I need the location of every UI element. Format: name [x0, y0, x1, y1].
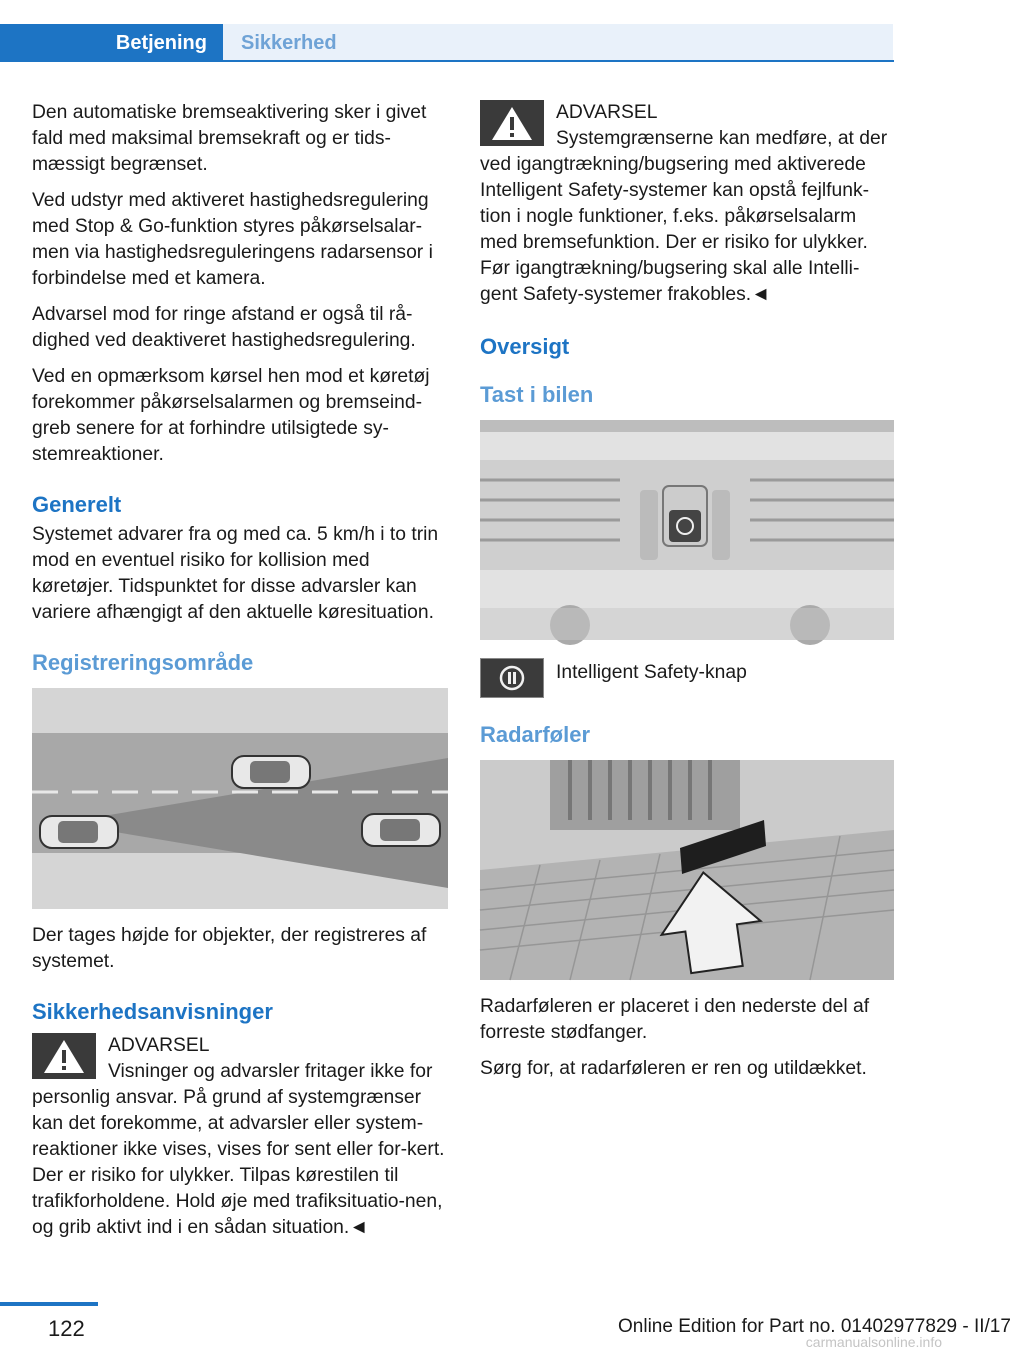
car-top-icon	[40, 816, 118, 848]
header-tabs	[0, 0, 960, 62]
right-column	[480, 100, 896, 1092]
edition-text: Online Edition for Part no. 01402977829 - II/17	[618, 1316, 1011, 1337]
watermark: carmanualsonline.info	[805, 1334, 942, 1350]
paragraph-distance-warning: Advarsel mod for ringe afstand er også til rå-dighed ved deaktiveret hastighedsregulering.	[32, 304, 416, 351]
warning-title: ADVARSEL	[556, 102, 658, 123]
warning-text: Visninger og advarsler fritager ikke for personlig ansvar. På grund af systemgrænser kan det forekomme, at advarsler eller system-reaktioner ikke vises, vises for sent eller for-kert. Der er risiko for ulykker. Tilpas kørestilen til trafikforholdene. Hold øje med trafiksituatio-nen, og grib aktivt ind i en sådan situation.◄	[32, 1061, 445, 1238]
paragraph-radar-location: Radarføleren er placeret i den nederste del af forreste stødfanger.	[480, 996, 870, 1043]
key-label: Intelligent Safety-knap	[556, 662, 747, 683]
page-number: 122	[48, 1316, 85, 1341]
radar-sensor-figure	[480, 760, 894, 980]
header-rule	[223, 60, 894, 62]
heading-tast-i-bilen: Tast i bilen	[480, 382, 594, 407]
figure-caption: Der tages højde for objekter, der registreres af systemet.	[32, 925, 427, 972]
heading-registreringsomraade: Registreringsområde	[32, 650, 254, 675]
detection-range-figure	[32, 688, 448, 909]
car-top-icon	[362, 814, 440, 846]
footer-rule	[0, 1302, 98, 1306]
key-row	[480, 658, 896, 698]
warning-title: ADVARSEL	[108, 1035, 210, 1056]
dashboard-button-figure	[480, 420, 894, 640]
car-top-icon	[232, 756, 310, 788]
paragraph-brake-activation: Den automatiske bremseaktivering sker i givet fald med maksimal bremsekraft og er tids-mæssigt begrænset.	[32, 102, 427, 175]
heading-generelt: Generelt	[32, 492, 122, 517]
paragraph-radar-clean: Sørg for, at radarføleren er ren og utildækket.	[480, 1058, 867, 1079]
tab-sikkerhed[interactable]: Sikkerhed	[223, 24, 893, 62]
heading-radarfoeler: Radarføler	[480, 722, 591, 747]
left-column	[32, 100, 448, 1251]
warning-box	[480, 100, 896, 308]
tab-betjening[interactable]: Betjening	[0, 24, 223, 62]
warning-text: Systemgrænserne kan medføre, at der ved igangtrækning/bugsering med aktiverede Intelligent Safety-systemer kan opstå fejlfunk-tion i nogle funktioner, f.eks. påkørselsalarm med bremsefunktion. Der er risiko for ulykker. Før igangtrækning/bugsering skal alle Intelli-gent Safety-systemer frakobles.◄	[480, 128, 888, 305]
paragraph-generelt: Systemet advarer fra og med ca. 5 km/h i to trin mod en eventuel risiko for kollision med køretøjer. Tidspunktet for disse advarsler kan variere afhængigt af den aktuelle køresituation.	[32, 524, 439, 623]
warning-triangle-icon	[480, 100, 544, 146]
intelligent-safety-icon	[480, 658, 544, 698]
heading-sikkerhedsanvisninger: Sikkerhedsanvisninger	[32, 999, 273, 1024]
heading-oversigt: Oversigt	[480, 334, 570, 359]
paragraph-attentive-driving: Ved en opmærksom kørsel hen mod et køretøj forekommer påkørselsalarmen og bremseind-greb senere for at forhindre utilsigtede sy-stemreaktioner.	[32, 366, 430, 465]
warning-triangle-icon	[32, 1033, 96, 1079]
paragraph-stop-go: Ved udstyr med aktiveret hastighedsregulering med Stop & Go-funktion styres påkørselsalar-men via hastighedsreguleringens radarsensor i forbindelse med et kamera.	[32, 190, 433, 289]
warning-box	[32, 1033, 448, 1241]
